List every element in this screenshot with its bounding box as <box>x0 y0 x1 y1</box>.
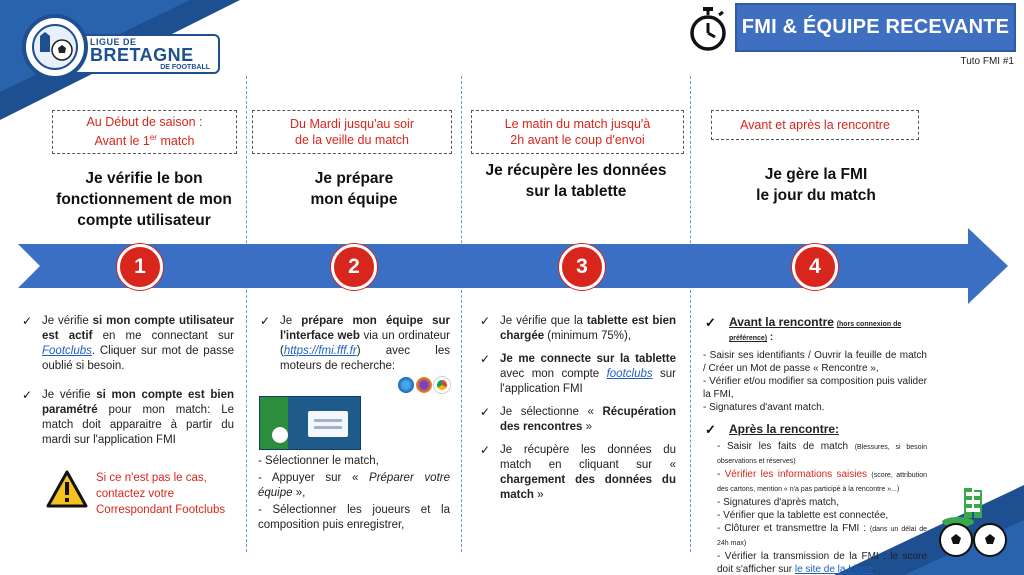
checkmark-icon: ✓ <box>705 422 716 437</box>
checkmark-icon: ✓ <box>480 314 491 328</box>
before-match-heading <box>703 316 927 345</box>
note: (score, attribution des cartons, mention « n'a pas participé à la rencontre »...) <box>717 472 927 493</box>
checkmark-icon: ✓ <box>480 405 491 419</box>
text-bold: tablette est bien chargée <box>500 315 676 342</box>
step-2-timing-line-2: de la veille du match <box>295 133 409 147</box>
before-line: - Signatures d'avant match. <box>703 402 825 413</box>
logo-ball-emblem <box>22 14 88 80</box>
step-3-heading-line-1: Je récupère les données <box>485 162 667 179</box>
before-line: - Saisir ses identifiants / Ouvrir la feuille de match / Créer un Mot de passe « Rencontre », <box>703 350 927 374</box>
step-1-number: 1 <box>117 244 163 290</box>
footclubs-link[interactable]: Footclubs <box>42 345 92 357</box>
logo-line-3: DE FOOTBALL <box>160 64 210 71</box>
warning-icon <box>46 470 88 508</box>
step-2-number: 2 <box>331 244 377 290</box>
checkmark-icon: ✓ <box>22 388 33 402</box>
warning-text <box>96 470 225 518</box>
before-match-note: (hors connexion de préférence) <box>729 321 902 342</box>
logo-line-1: LIGUE DE <box>90 37 137 47</box>
instruction-line: - Sélectionner le match, <box>258 455 379 467</box>
text: », <box>292 487 306 499</box>
step-1-heading: Je vérifie le bon fonctionnement de mon compte utilisateur <box>56 170 232 229</box>
text-bold: si mon compte utilisateur est actif <box>42 315 234 342</box>
text: Vérifier que la tablette est connectée, <box>723 510 889 521</box>
league-site-link[interactable]: le site de la Ligue <box>794 564 873 575</box>
list-item <box>478 405 676 435</box>
after-line: - Clôturer et transmettre la FMI : (dans un délai de 24h max) <box>717 523 927 547</box>
checkmark-icon: ✓ <box>260 314 271 328</box>
text-bold: chargement des données du match <box>500 474 676 501</box>
checkmark-icon: ✓ <box>705 315 716 330</box>
step-2-content <box>258 314 450 382</box>
step-3-timing <box>471 110 684 154</box>
page-title: FMI & ÉQUIPE RECEVANTE <box>741 16 1010 38</box>
text-italic: Préparer votre équipe <box>258 472 450 499</box>
thumb-login-card <box>308 411 348 437</box>
soccer-ball-mascot-icon <box>936 484 1010 560</box>
thumb-field <box>314 419 342 422</box>
text: » <box>533 489 544 501</box>
thumb-ball <box>272 427 288 443</box>
text: avec mon compte <box>500 368 607 380</box>
edge-browser-icon <box>398 377 414 393</box>
text: » <box>582 421 593 433</box>
step-4-content <box>703 316 927 575</box>
tuto-label: Tuto FMI #1 <box>960 56 1014 67</box>
list-item <box>478 314 676 344</box>
after-match-title: Après la rencontre: <box>729 422 840 436</box>
instruction-line <box>258 471 450 501</box>
after-line: - Saisir les faits de match (Blessures, si besoin observations et réserves) <box>717 441 928 465</box>
step-2-heading <box>254 168 454 210</box>
after-line: - Vérifier la transmission de la FMI : le score doit s'afficher sur le site de la Ligue. <box>717 551 928 575</box>
firefox-browser-icon <box>416 377 432 393</box>
text: . <box>872 564 876 575</box>
text-bold: Récupération des rencontres <box>500 406 676 433</box>
column-separator <box>246 76 247 552</box>
before-line: - Vérifier et/ou modifier sa composition puis valider la FMI, <box>703 376 927 400</box>
text-red: Vérifier les informations saisies <box>724 469 868 480</box>
step-1-timing <box>52 110 237 154</box>
step-3-number: 3 <box>559 244 605 290</box>
text: Je vérifie que la <box>500 315 587 327</box>
step-4-heading-line-1: Je gère la FMI <box>764 166 868 183</box>
text: (minimum 75%), <box>544 330 632 342</box>
step-3-heading-line-2: sur la tablette <box>525 183 627 200</box>
step-1-timing-line-2-end: match <box>156 134 195 149</box>
thumb-grass <box>260 397 288 450</box>
step-4-timing <box>711 110 919 140</box>
after-match-list <box>703 440 927 575</box>
step-4-heading-line-2: le jour du match <box>756 187 876 204</box>
after-line: - Vérifier que la tablette est connectée, <box>717 510 889 521</box>
step-1-timing-line-2: Avant le 1 <box>94 134 150 149</box>
warning-line-3: Correspondant Footclubs <box>96 504 226 516</box>
checkmark-icon: ✓ <box>480 352 491 366</box>
warning-line-2: contactez votre <box>96 488 174 500</box>
text-bold: prépare mon équipe sur l'interface web <box>280 315 450 342</box>
text: Je vérifie <box>42 389 97 401</box>
warning-notice <box>46 470 246 520</box>
thumb-field <box>314 426 342 429</box>
fmi-website-link[interactable]: https://fmi.fff.fr <box>283 345 357 357</box>
stopwatch-icon <box>688 6 728 52</box>
note: (Blessures, si besoin observations et réserves) <box>717 444 928 465</box>
page-title-box <box>735 3 1016 52</box>
step-2-timing <box>252 110 452 154</box>
soccer-ball-icon <box>30 22 80 72</box>
column-separator <box>690 76 691 552</box>
league-logo <box>22 14 210 80</box>
text: Saisir les faits de match <box>726 441 849 452</box>
list-item <box>20 314 234 374</box>
instruction-line: - Sélectionner les joueurs et la composition puis enregistrer, <box>258 504 450 531</box>
text: Je vérifie <box>42 315 93 327</box>
timeline-arrow <box>18 228 1008 304</box>
after-match-heading <box>703 423 927 437</box>
column-separator <box>461 76 462 552</box>
text: via un ordinateur ( <box>280 330 450 357</box>
step-3-heading <box>466 160 686 202</box>
text: - Appuyer sur « <box>258 472 370 484</box>
list-item <box>20 388 234 448</box>
step-4-timing-line-1: Avant et après la rencontre <box>740 118 890 132</box>
step-2-timing-line-1: Du Mardi jusqu'au soir <box>290 117 414 131</box>
warning-line-1: Si ce n'est pas le cas, <box>96 472 207 484</box>
step-4-number: 4 <box>792 244 838 290</box>
before-match-colon: : <box>767 332 774 343</box>
note: (dans un délai de 24h max) <box>717 526 927 547</box>
list-item <box>478 352 676 397</box>
step-1-timing-superscript: er <box>149 133 157 143</box>
step-1-timing-line-1: Au Début de saison : <box>86 115 203 130</box>
text: pour mon match: Le match doit apparaitre à partir du mardi sur l'application FMI <box>42 404 234 446</box>
footclubs-link[interactable]: footclubs <box>606 368 653 380</box>
text: Je récupère les données du match en cliquant sur « <box>500 444 676 471</box>
after-line: - Signatures d'après match, <box>717 497 839 508</box>
text: en me connectant sur <box>92 330 234 342</box>
fmi-login-screenshot <box>259 396 361 450</box>
step-4-heading <box>712 164 920 206</box>
step-2-heading-line-2: mon équipe <box>310 191 398 208</box>
text-bold: Je me connecte sur la tablette <box>500 353 676 365</box>
text-bold: si mon compte est bien paramétré <box>42 389 234 416</box>
text: Vérifier la transmission de la FMI : le score doit s'afficher sur <box>717 551 928 575</box>
text: Clôturer et transmettre la FMI : <box>724 523 866 534</box>
text: . Cliquer sur mot de passe oublié si besoin. <box>42 345 234 372</box>
logo-plate <box>70 34 220 74</box>
chrome-browser-icon <box>434 377 450 393</box>
list-item <box>258 314 450 374</box>
text: sur l'application FMI <box>500 368 677 395</box>
before-match-title: Avant la rencontre <box>729 315 834 329</box>
step-3-content <box>478 314 676 511</box>
text: Je <box>280 315 302 327</box>
step-1-content <box>20 314 234 456</box>
after-line: - Vérifier les informations saisies (score, attribution des cartons, mention « n'a pas participé à la rencontre »...) <box>717 469 927 493</box>
step-3-timing-line-2: 2h avant le coup d'envoi <box>510 133 645 147</box>
text: Signatures d'après match, <box>723 497 839 508</box>
step-3-timing-line-1: Le matin du match jusqu'à <box>504 117 651 131</box>
text: Je sélectionne « <box>500 406 603 418</box>
checkmark-icon: ✓ <box>480 443 491 457</box>
list-item <box>478 443 676 503</box>
step-2-instructions <box>258 454 450 533</box>
checkmark-icon: ✓ <box>22 314 33 328</box>
logo-line-2: BRETAGNE <box>90 45 194 65</box>
step-2-heading-line-1: Je prépare <box>314 170 394 187</box>
text: ) avec les moteurs de recherche: <box>280 345 450 372</box>
